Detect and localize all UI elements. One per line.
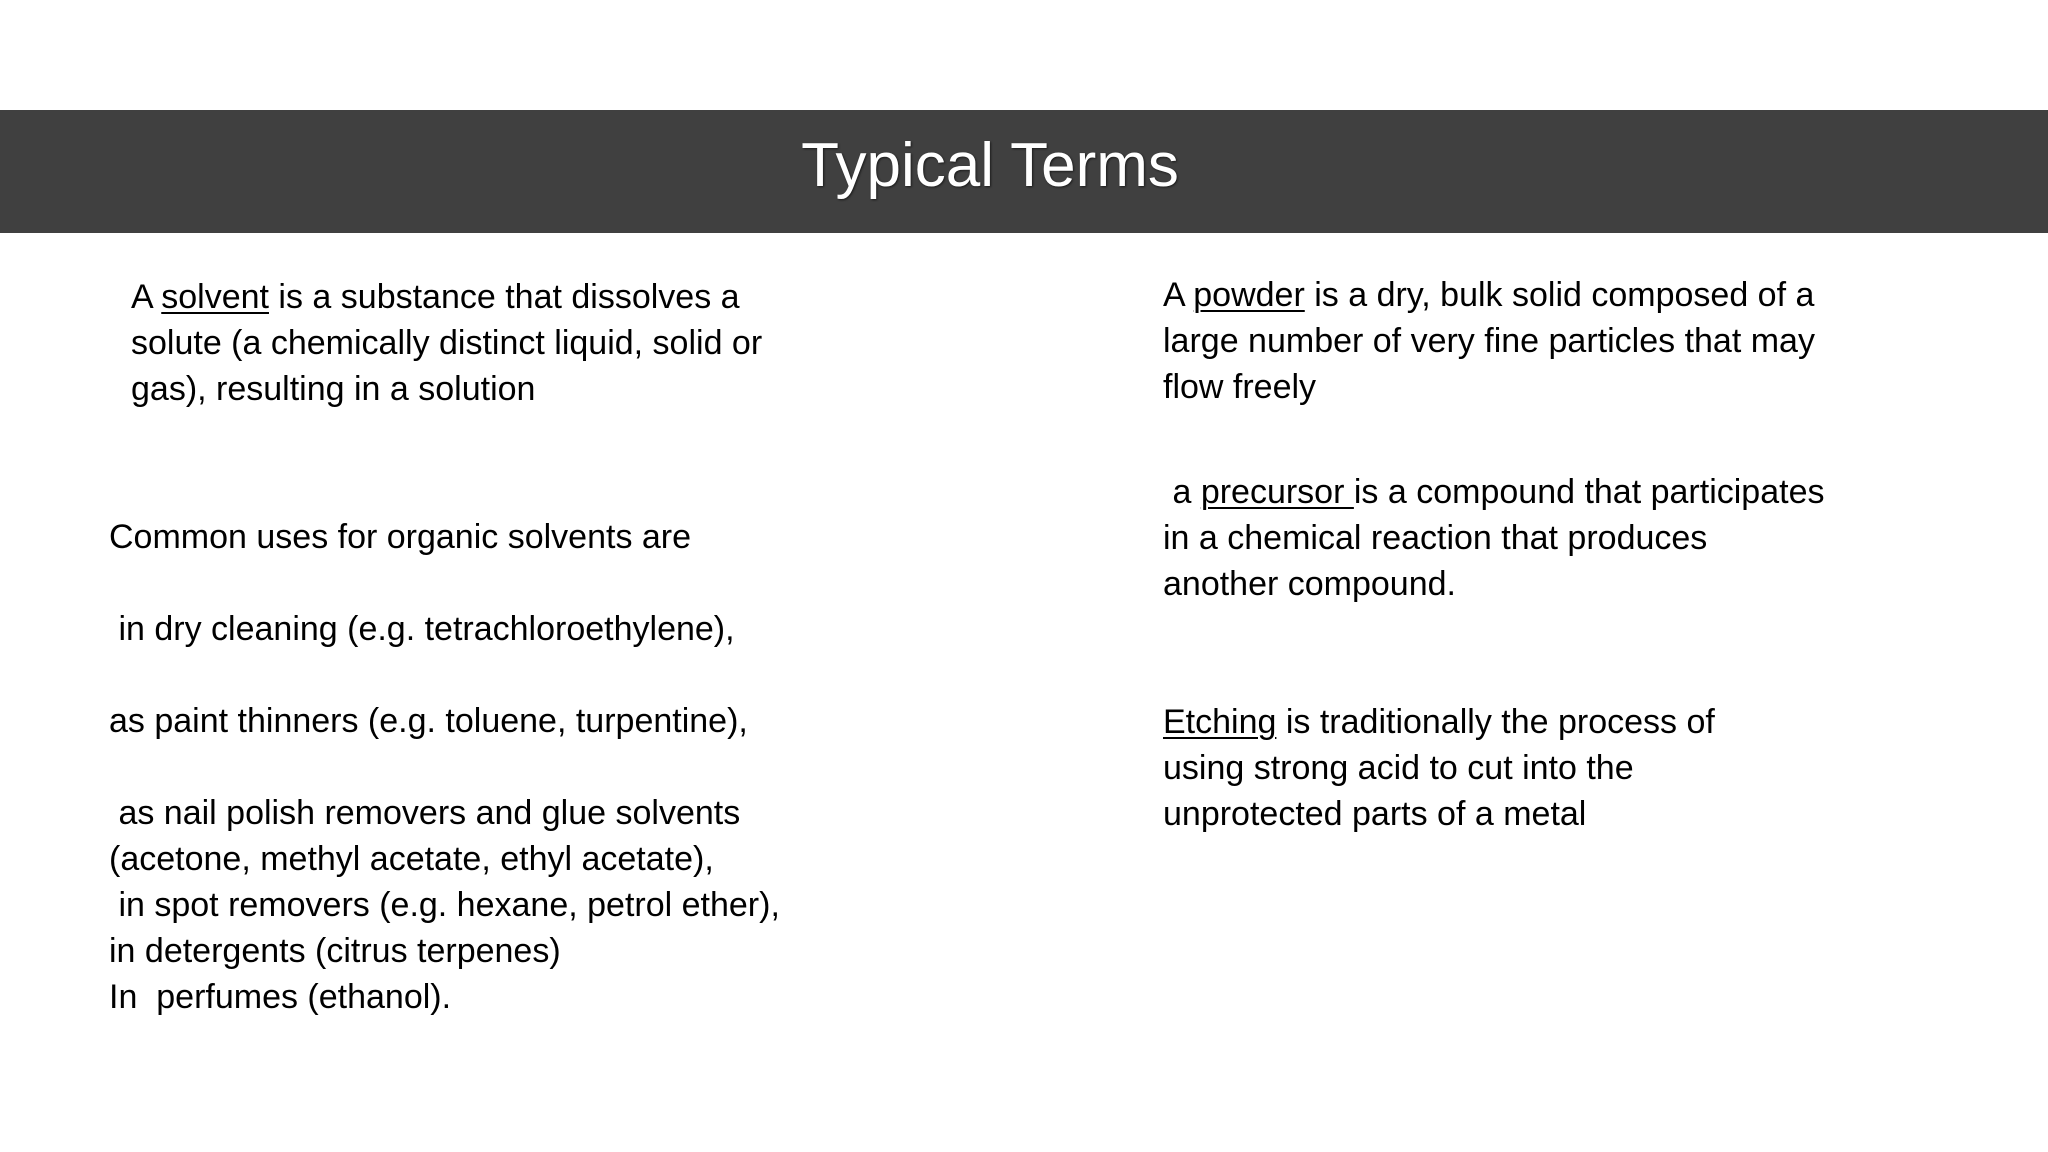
solvent-uses-intro — [109, 514, 691, 560]
powder-definition-line-2: large number of very fine particles that may — [1163, 322, 1815, 360]
precursor-definition-line-2: in a chemical reaction that produces — [1163, 519, 1708, 557]
slide-title: Typical Terms — [801, 131, 1179, 200]
etching-suffix: is traditionally the process of — [1276, 703, 1715, 741]
precursor-definition-line-1 — [1163, 469, 1824, 515]
powder-definition-line-1 — [1163, 272, 1815, 318]
uses-line: in spot removers (e.g. hexane, petrol ether), — [109, 886, 780, 924]
uses-line: as nail polish removers and glue solvents — [109, 794, 741, 832]
uses-line: as paint thinners (e.g. toluene, turpentine), — [109, 702, 748, 740]
uses-line: In perfumes (ethanol). — [109, 978, 452, 1016]
etching-definition-line-1 — [1163, 699, 1715, 745]
solvent-definition-line-3: gas), resulting in a solution — [131, 370, 536, 408]
powder-suffix: is a dry, bulk solid composed of a — [1304, 276, 1815, 314]
etching-term: Etching — [1163, 703, 1277, 741]
powder-term: powder — [1193, 276, 1305, 314]
etching-definition — [1163, 699, 1715, 837]
uses-line: in detergents (citrus terpenes) — [109, 932, 561, 970]
precursor-definition-line-3: another compound. — [1163, 565, 1456, 603]
powder-definition — [1163, 272, 1815, 410]
uses-line — [109, 652, 780, 698]
solvent-uses-intro-text: Common uses for organic solvents are — [109, 518, 692, 556]
uses-line: (acetone, methyl acetate, ethyl acetate), — [109, 840, 714, 878]
solvent-definition — [131, 274, 762, 412]
uses-line — [109, 744, 780, 790]
precursor-suffix: is a compound that participates — [1353, 473, 1825, 511]
precursor-term: precursor — [1200, 473, 1354, 511]
powder-prefix: A — [1163, 276, 1194, 314]
precursor-prefix: a — [1163, 473, 1201, 511]
solvent-prefix: A — [131, 278, 162, 316]
solvent-definition-line-2: solute (a chemically distinct liquid, solid or — [131, 324, 763, 362]
uses-line: in dry cleaning (e.g. tetrachloroethylene), — [109, 610, 735, 648]
etching-definition-line-2: using strong acid to cut into the — [1163, 749, 1634, 787]
solvent-suffix: is a substance that dissolves a — [268, 278, 740, 316]
etching-definition-line-3: unprotected parts of a metal — [1163, 795, 1587, 833]
precursor-definition — [1163, 469, 1824, 607]
solvent-definition-line-1 — [131, 274, 762, 320]
solvent-uses-list — [109, 606, 780, 1020]
powder-definition-line-3: flow freely — [1163, 368, 1317, 406]
solvent-term: solvent — [161, 278, 269, 316]
